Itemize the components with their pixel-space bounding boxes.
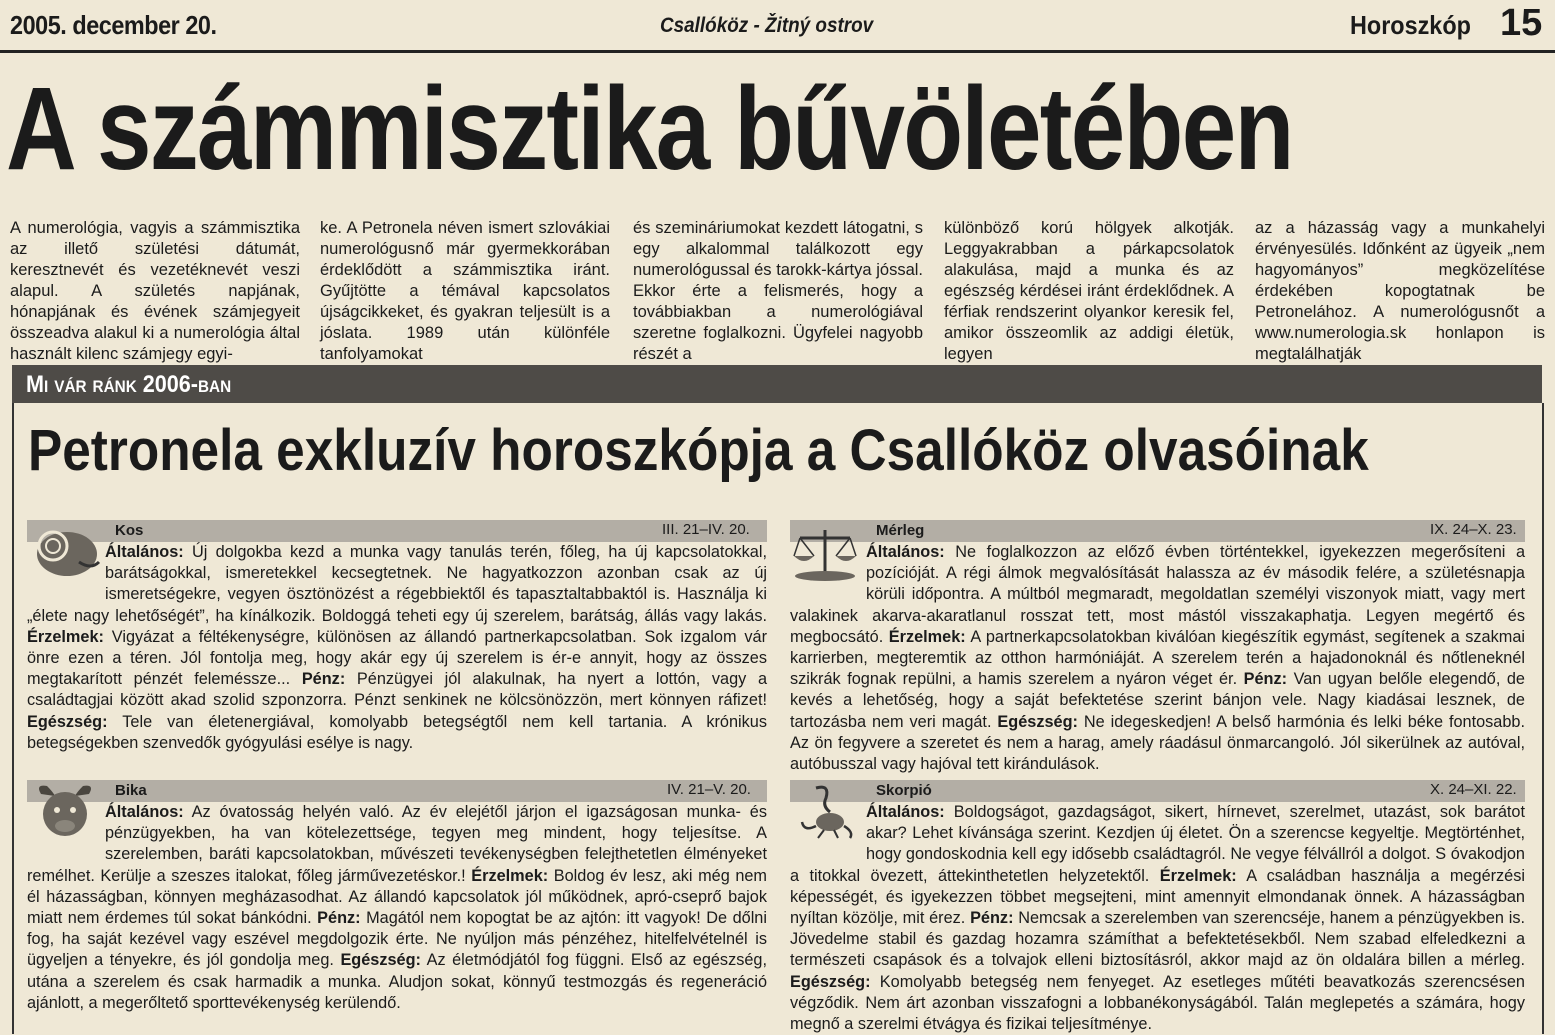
page-number: 15 — [1500, 2, 1543, 44]
label-erzelmek: Érzelmek: — [1159, 866, 1237, 885]
label-altalanos: Általános: — [105, 803, 184, 821]
sign-merleg — [790, 520, 1525, 774]
issue-date: 2005. december 20. — [10, 10, 217, 40]
sign-text — [27, 542, 767, 754]
banner-label: Mi vár ránk 2006-ban — [26, 371, 232, 398]
label-egeszseg: Egészség: — [27, 712, 108, 731]
label-erzelmek: Érzelmek: — [471, 866, 549, 885]
sign-dates: III. 21–IV. 20. — [662, 521, 750, 538]
text-altalanos: Ne foglalkozzon az előző évben történtekkel, igyekezzen megerősíteni a pozícióját. A régi álmok megvalósítását halassza az év második felére, a születésnapja körüli időpontra. A múltból megmaradt, megoldatlan személyi viszonyok miatt, vagy mert valakinek akarva-akaratlanul rosszat tett, most mástól visszakaphatja. Legyen megértő és megbocsátó. — [790, 543, 1525, 646]
text-erzelmek: A családban használja a megérzési képességét, és igyekezzen többet megsejteni, mint amennyit elmondanak önnek. A házasságban nyíltan közölje, mit érez. — [790, 866, 1525, 928]
sign-dates: IX. 24–X. 23. — [1430, 521, 1517, 538]
label-altalanos: Általános: — [866, 803, 945, 821]
text-penz: Van ugyan belőle elegendő, de kevés a lehetőség, hogy a saját befektetése szerint bánjon vele. Nagy kiadásai lesznek, de tartozásba nem veri magát. — [790, 670, 1525, 731]
text-egeszseg: Az életmódjától fog függni. Első az egészség, utána a szerelem és csak harmadik a munka. Aludjon sokat, könnyű testmozgás és regeneráció ajánlott, a megerőltető sporttevékenység kerülendő. — [27, 951, 767, 1012]
label-egeszseg: Egészség: — [790, 972, 871, 991]
sign-kos — [27, 520, 767, 765]
text-erzelmek: Boldog év lesz, aki még nem él házasságban, könnyen megházasodhat. Az állandó kapcsolatok jól működnek, apró-cseprő bajok miatt nem érdemes túl sokat bánkódni. — [27, 866, 767, 928]
label-altalanos: Általános: — [866, 543, 945, 561]
label-erzelmek: Érzelmek: — [888, 627, 966, 646]
newspaper-name: Csallóköz - Žitný ostrov — [660, 14, 874, 37]
label-penz: Pénz: — [317, 909, 361, 928]
intro-column: az a házasság vagy a munkahelyi érvényesülés. Időnként az ügyeik „nem hagyományos” megközelítése érdekében kopogtatnak be Petronelához. A numerológusnőt a www.numerologia.sk honlapon is megtalálhatják — [1255, 219, 1545, 363]
intro-column: ke. A Petronela néven ismert szlovákiai numerológusnő már gyermekkorában érdeklődött a számmisztika iránt. Gyűjtötte a témával kapcsolatos újságcikkeket, és gyakran teljesült is a jóslata. 1989 után különféle tanfolyamokat — [320, 219, 610, 363]
text-penz: Pénzügyei jól alakulnak, ha nyert a lottón, vagy a családtagjai között akad szolid szponzorra. Pénzt senkinek ne kölcsönözzön, mert könnyen ráfizet! — [27, 670, 767, 710]
sign-dates: IV. 21–V. 20. — [667, 781, 751, 798]
sign-skorpio — [790, 780, 1526, 1034]
sign-name: Kos — [115, 522, 144, 539]
sign-name: Bika — [115, 782, 147, 799]
headline: A számmisztika bűvöletében — [6, 63, 1293, 195]
sign-text — [27, 802, 767, 1014]
label-erzelmek: Érzelmek: — [27, 627, 104, 646]
section-banner — [12, 365, 1542, 403]
sign-name: Mérleg — [876, 522, 925, 539]
text-altalanos: Boldogságot, gazdagságot, sikert, hírnevet, szerelmet, utazást, sok barátot akar? Lehet kívánsága szerint. Kezdjen új életet. Ön a szerencse kegyeltje. Megtörténhet, hogy gondoskodnia kell egy idősebb családtagról. Ne vegye félvállról a dolgot. S óvakodjon a titokkal övezett, áttekinthetetlen helyzetektől. — [790, 803, 1525, 885]
text-altalanos: Az óvatosság helyén való. Az év elejétől járjon el igazságosan munka- és pénzügyekben, ha van kötelezettsége, tegyen meg mindent, hogy teljesítse. A szerelemben, baráti kapcsolatokban, művészeti tevékenységben felejthetetlen élményeket remélhet. Kerülje a szeszes italokat, főleg járművezetéskor.! — [27, 803, 767, 885]
subheadline: Petronela exkluzív horoszkópja a Csallóköz olvasóinak — [28, 418, 1369, 483]
text-egeszseg: Ne idegeskedjen! A belső harmónia és lelki béke fontosabb. Az ön fegyvere a szeretet és nem a harag, amely ráadásul önmarcangoló. Jól sikerülnek az autóval, autóbusszal vagy hajóval tett kirándulások. — [790, 712, 1525, 774]
text-erzelmek: A partnerkapcsolatokban kiválóan kiegészítik egymást, segítenek a szakmai karrierben, megteremtik az otthon harmóniáját. A szerelem terén a hajadonoknál és nőtleneknél szikrák fognak repülni, a hamis szerelem a nyáron véget ér. — [790, 627, 1525, 689]
sign-name: Skorpió — [876, 782, 932, 799]
sign-bika — [27, 780, 767, 1025]
section-name: Horoszkóp — [1350, 10, 1471, 40]
label-penz: Pénz: — [301, 670, 346, 689]
intro-column: és szemináriumokat kezdett látogatni, s egy alkalommal találkozott egy numerológussal és tarokk-kártya jóssal. Ekkor érte a felismerés, hogy a továbbiakban a numerológiával szeretne foglalkozni. Ügyfelei nagyobb részét a — [633, 219, 923, 363]
label-egeszseg: Egészség: — [997, 712, 1078, 731]
intro-column: A numerológia, vagyis a számmisztika az illető születési dátumát, keresztnevét és vezetéknevét veszi alapul. A születés napjának, hónapjának és évének számjegyeit összeadva alakul ki a numerológia által használt kilenc számjegy egyi- — [10, 219, 300, 363]
text-egeszseg: Tele van életenergiával, komolyabb betegségtől nem kell tartania. A krónikus betegségekben szenvedők gyógyulási esélye is nagy. — [27, 712, 767, 752]
intro-column: különböző korú hölgyek alkotják. Leggyakrabban a párkapcsolatok alakulása, majd a munka és az egészség kérdései iránt érdeklődnek. A férfiak rendszerint olyankor keresik fel, amikor összeomlik az addigi életük, legyen — [944, 219, 1234, 363]
text-altalanos: Új dolgokba kezd a munka vagy tanulás terén, főleg, ha új kapcsolatokkal, barátságokkal, ismeretekkel kecsegtetnek. Ne hagyatkozzon azonban csak az új ismeretségekre, vegyen ösztönözést a régebbiektől és tapasztaltabbaktól is. Használja ki „élete nagy lehetőségét”, ha kínálkozik. Boldoggá teheti egy új szerelem, barátság, állás vagy lakás. — [27, 543, 767, 625]
sign-text — [790, 802, 1525, 1035]
text-penz: Magától nem kopogtat be az ajtón: itt vagyok! De dőlni fog, ha saját kezével vagy eszével megdolgozik érte. Ne nyúljon más pénzéhez, hitelfelvételnél is ügyeljen a tényekre, és jól gondolja meg. — [27, 909, 767, 970]
text-penz: Nemcsak a szerelemben van szerencséje, hanem a pénzügyekben is. Jövedelme stabil és gazdag hozamra számíthat a befektetésekből. Nem szabad elfeledkezni a természeti csapások és a tolvajok elleni biztosításról, akkor majd az ön oldalára billen a mérleg. — [790, 909, 1526, 970]
sign-dates: X. 24–XI. 22. — [1430, 781, 1517, 798]
masthead — [0, 0, 1555, 53]
label-altalanos: Általános: — [105, 543, 184, 561]
label-penz: Pénz: — [1243, 670, 1288, 689]
sign-text — [790, 542, 1525, 775]
text-egeszseg: Komolyabb betegség nem fenyeget. Az esetleges műtéti beavatkozás szerencsésen végződik. Nem árt azonban visszafogni a lobbanékonyságából. Talán meglepetés a számára, hogy megnő a szerelmi étvágya és fizikai teljesítménye. — [790, 972, 1525, 1034]
label-egeszseg: Egészség: — [340, 951, 421, 970]
label-penz: Pénz: — [970, 909, 1014, 928]
text-erzelmek: Vigyázat a féltékenységre, különösen az állandó partnerkapcsolatban. Sok izgalom vár önre ezen a téren. Jól fontolja meg, hogy akár egy új szerelem is ér-e annyit, hogy az összes megtakarított pénzét felemésszе... — [27, 627, 767, 689]
